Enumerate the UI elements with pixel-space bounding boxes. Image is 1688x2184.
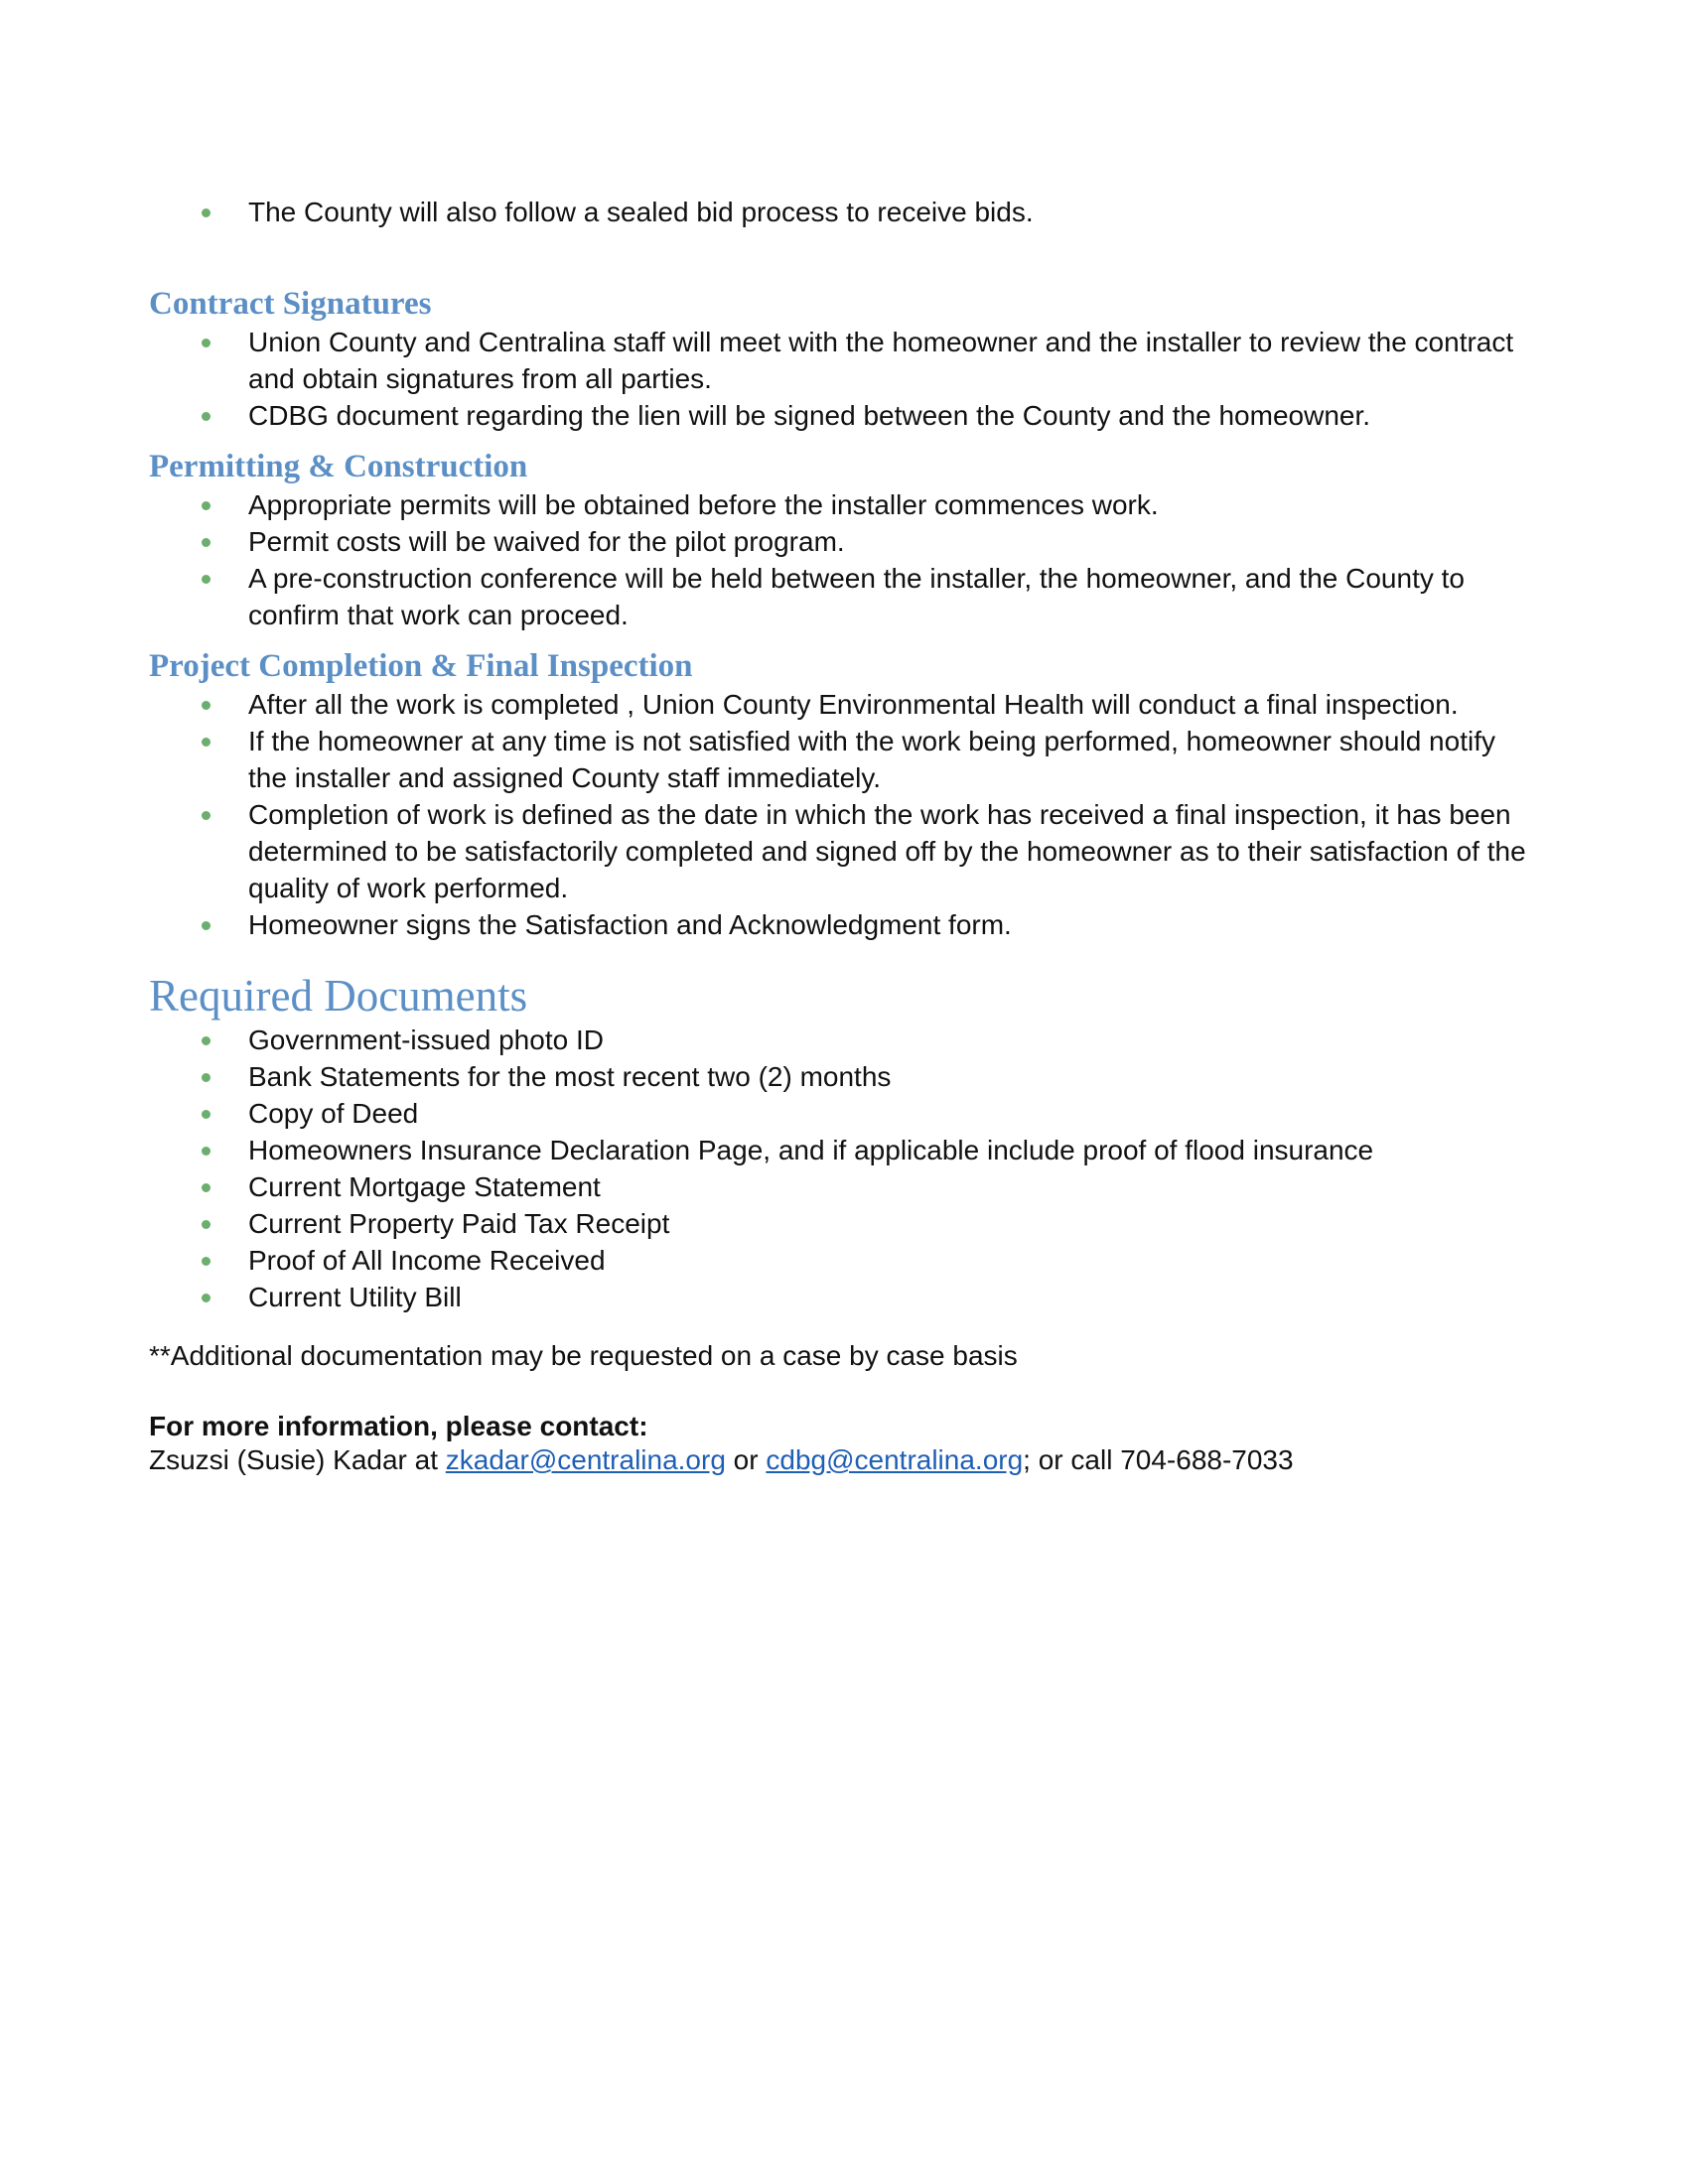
bullet-text: Current Utility Bill (248, 1282, 462, 1312)
list-item (149, 1095, 1539, 1132)
section-heading-completion: Project Completion & Final Inspection (149, 648, 693, 684)
bullet-icon (202, 1294, 211, 1302)
bullet-icon (202, 1110, 211, 1119)
bullet-icon (202, 1147, 211, 1156)
list-item (149, 1168, 1539, 1205)
bullet-icon (202, 701, 211, 710)
email-link-cdbg[interactable]: cdbg@centralina.org (766, 1444, 1024, 1475)
bullet-text: Permit costs will be waived for the pilot program. (248, 526, 845, 557)
bullet-icon (202, 339, 211, 347)
bullet-icon (202, 1220, 211, 1229)
list-item (149, 796, 1539, 906)
intro-bullet-list (149, 194, 1539, 230)
bullet-icon (202, 1036, 211, 1045)
bullet-icon (202, 208, 211, 217)
bullet-text: Homeowner signs the Satisfaction and Acknowledgment form. (248, 909, 1012, 940)
required-documents-list (149, 1022, 1539, 1315)
contact-heading: For more information, please contact: (149, 1411, 648, 1441)
list-item (149, 906, 1539, 943)
list-item (149, 560, 1539, 633)
bullet-text: Appropriate permits will be obtained before the installer commences work. (248, 489, 1159, 520)
bullet-icon (202, 811, 211, 820)
contact-suffix: ; or call 704-688-7033 (1023, 1444, 1294, 1475)
list-item (149, 1132, 1539, 1168)
bullet-icon (202, 1257, 211, 1266)
bullet-text: The County will also follow a sealed bid process to receive bids. (248, 197, 1034, 227)
list-item (149, 686, 1539, 723)
bullet-icon (202, 575, 211, 584)
bullet-icon (202, 501, 211, 510)
bullet-icon (202, 538, 211, 547)
bullet-text: Current Mortgage Statement (248, 1171, 601, 1202)
contract-signatures-list (149, 324, 1539, 434)
bullet-text: CDBG document regarding the lien will be signed between the County and the homeowner. (248, 400, 1371, 431)
list-item (149, 1022, 1539, 1058)
bullet-text: Current Property Paid Tax Receipt (248, 1208, 670, 1239)
contact-connector: or (725, 1444, 767, 1475)
list-item (149, 1205, 1539, 1242)
bullet-text: Homeowners Insurance Declaration Page, and if applicable include proof of flood insurance (248, 1135, 1374, 1165)
bullet-icon (202, 738, 211, 747)
list-item (149, 486, 1539, 523)
bullet-text: If the homeowner at any time is not satisfied with the work being performed, homeowner should notify the installer and assigned County staff immediately. (248, 726, 1495, 793)
completion-list (149, 686, 1539, 943)
bullet-icon (202, 1073, 211, 1082)
section-heading-contract-signatures: Contract Signatures (149, 286, 432, 322)
bullet-icon (202, 921, 211, 930)
list-item (149, 1242, 1539, 1279)
list-item (149, 194, 1539, 230)
contact-line (149, 1443, 1539, 1477)
email-link-zkadar[interactable]: zkadar@centralina.org (445, 1444, 726, 1475)
bullet-text: A pre-construction conference will be held between the installer, the homeowner, and the County to confirm that work can proceed. (248, 563, 1465, 630)
bullet-text: After all the work is completed , Union County Environmental Health will conduct a final inspection. (248, 689, 1459, 720)
bullet-text: Copy of Deed (248, 1098, 419, 1129)
bullet-icon (202, 1183, 211, 1192)
list-item (149, 723, 1539, 796)
bullet-icon (202, 412, 211, 421)
bullet-text: Bank Statements for the most recent two (2) months (248, 1061, 892, 1092)
contact-prefix: Zsuzsi (Susie) Kadar at (149, 1444, 446, 1475)
additional-documentation-note: **Additional documentation may be requested on a case by case basis (149, 1340, 1018, 1371)
list-item (149, 397, 1539, 434)
section-heading-permitting: Permitting & Construction (149, 449, 528, 484)
list-item (149, 324, 1539, 397)
bullet-text: Union County and Centralina staff will meet with the homeowner and the installer to review the contract and obtain signatures from all parties. (248, 327, 1514, 394)
bullet-text: Government-issued photo ID (248, 1024, 604, 1055)
list-item (149, 523, 1539, 560)
permitting-list (149, 486, 1539, 633)
list-item (149, 1058, 1539, 1095)
bullet-text: Proof of All Income Received (248, 1245, 606, 1276)
document-page (149, 194, 1539, 1477)
list-item (149, 1279, 1539, 1315)
bullet-text: Completion of work is defined as the date in which the work has received a final inspection, it has been determined to be satisfactorily completed and signed off by the homeowner as to their satisfaction of the quality of work performed. (248, 799, 1526, 903)
section-heading-required-documents: Required Documents (149, 971, 528, 1021)
